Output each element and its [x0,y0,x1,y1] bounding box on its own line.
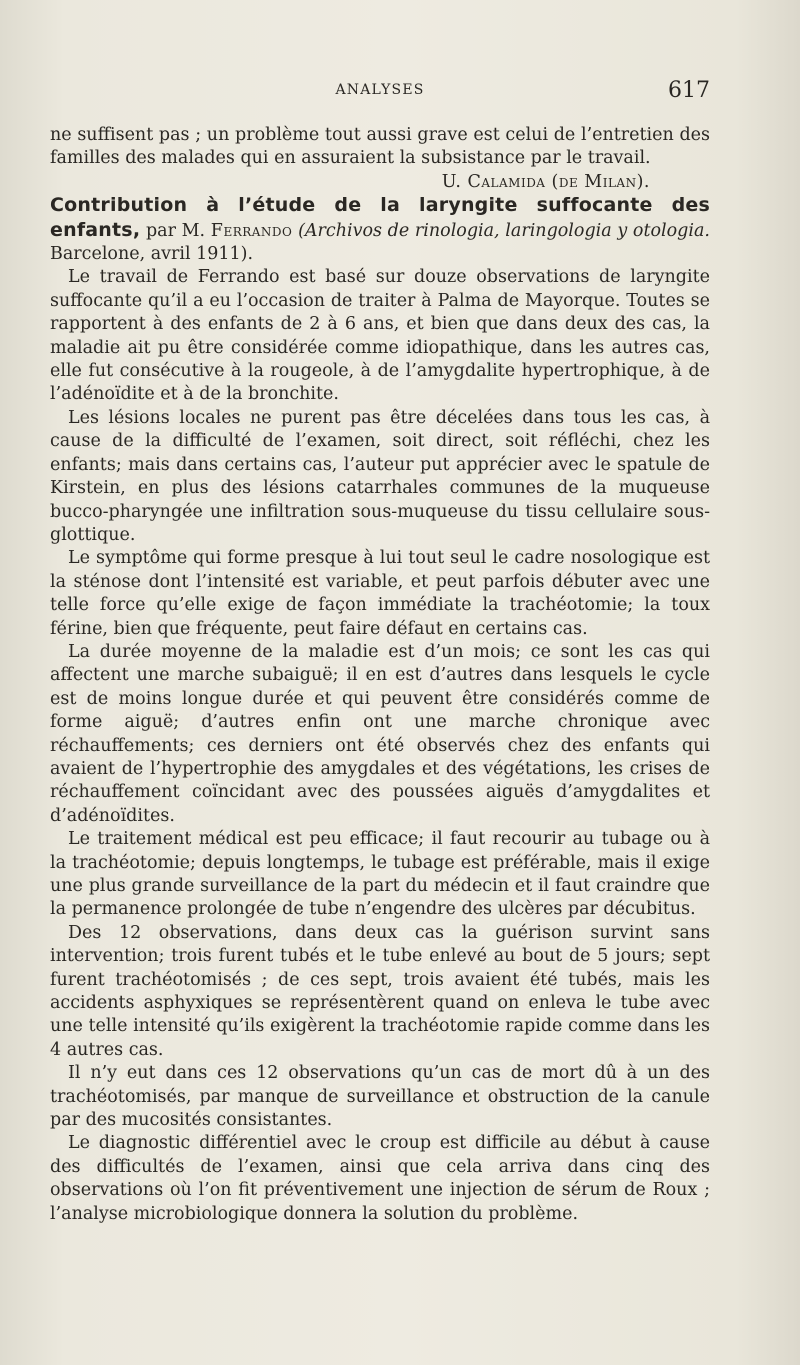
paragraph: Le symptôme qui forme presque à lui tout seul le cadre nosologique est la sténose dont l’intensité est variable, et peut parfois débuter avec une telle force qu’elle exige de façon immédiate la trachéotomie; la toux férine, bien que fréquente, peut faire défaut en certains cas. [50,548,710,639]
paragraph: Il n’y eut dans ces 12 observations qu’un cas de mort dû à un des trachéotomisés, par manque de surveillance et obstruction de la canule par des mucosités consistantes. [50,1063,710,1131]
page-number: 617 [668,78,710,103]
paragraph: La durée moyenne de la maladie est d’un mois; ce sont les cas qui affectent une marche subaiguë; il en est d’autres dans lesquels le cycle est de moins longue durée et qui peuvent être considérés comme de forme aiguë; d’autres enfin ont une marche chronique avec réchauffements; ces derniers ont été observés chez des enfants qui avaient de l’hypertrophie des amygdales et des végétations, les crises de réchauffement coïncidant avec des poussées aiguës d’amygdalites et d’adénoïdites. [50,641,710,826]
page-header [50,78,710,108]
paragraph: Les lésions locales ne purent pas être décelées dans tous les cas, à cause de la difficulté de l’examen, soit direct, soit réfléchi, chez les enfants; mais dans certains cas, l’auteur put apprécier avec le spatule de Kirstein, en plus des lésions catarrhales communes de la muqueuse bucco-pharyngée une infiltration sous-muqueuse du tissu cellulaire sous-glottique. [50,407,710,545]
signature-text: U. Calamida (de Milan). [441,171,650,192]
paragraph: Le diagnostic différentiel avec le croup est difficile au début à cause des difficultés de l’examen, ainsi que cela arriva dans cinq des observations où l’on fit préventivement une injection de sérum de Roux ; l’analyse microbiologique donnera la solution du problème. [50,1133,710,1224]
running-head: ANALYSES [335,82,425,98]
article-heading [50,194,710,266]
article-place-date: Barcelone, avril 1911). [50,244,254,265]
previous-article-ending: ne suffisent pas ; un problème tout aussi grave est celui de l’entretien des familles des malades qui en assuraient la subsistance par le travail. [50,125,710,169]
page-body [50,124,710,1226]
article-by: par M. [145,220,211,241]
previous-article-signature [50,171,710,194]
article-author: Ferrando [210,220,293,241]
article-title: Contribution à l’étude de la laryngite suffocante des enfants, [50,194,710,241]
paragraph: Le traitement médical est peu efficace; il faut recourir au tubage ou à la trachéotomie; depuis longtemps, le tubage est préférable, mais il exige une plus grande surveillance de la part du médecin et il faut craindre que la permanence prolongée de tube n’engendre des ulcères par décubitus. [50,829,710,920]
paragraph: Le travail de Ferrando est basé sur douze observations de laryngite suffocante qu’il a eu l’occasion de traiter à Palma de Mayorque. Toutes se rapportent à des enfants de 2 à 6 ans, et bien que dans deux des cas, la maladie ait pu être considérée comme idiopathique, dans les autres cas, elle fut consécutive à la rougeole, à de l’amygdalite hypertrophique, à de l’adénoïdite et à de la bronchite. [50,267,710,405]
paragraph: Des 12 observations, dans deux cas la guérison survint sans intervention; trois furent tubés et le tube enlevé au bout de 5 jours; sept furent trachéotomisés ; de ces sept, trois avaient été tubés, mais les accidents asphyxiques se représentèrent quand on enleva le tube avec une telle intensité qu’ils exigèrent la trachéotomie rapide comme dans les 4 autres cas. [50,922,710,1060]
article-source: (Archivos de rinologia, laringologia y otologia. [298,220,710,241]
